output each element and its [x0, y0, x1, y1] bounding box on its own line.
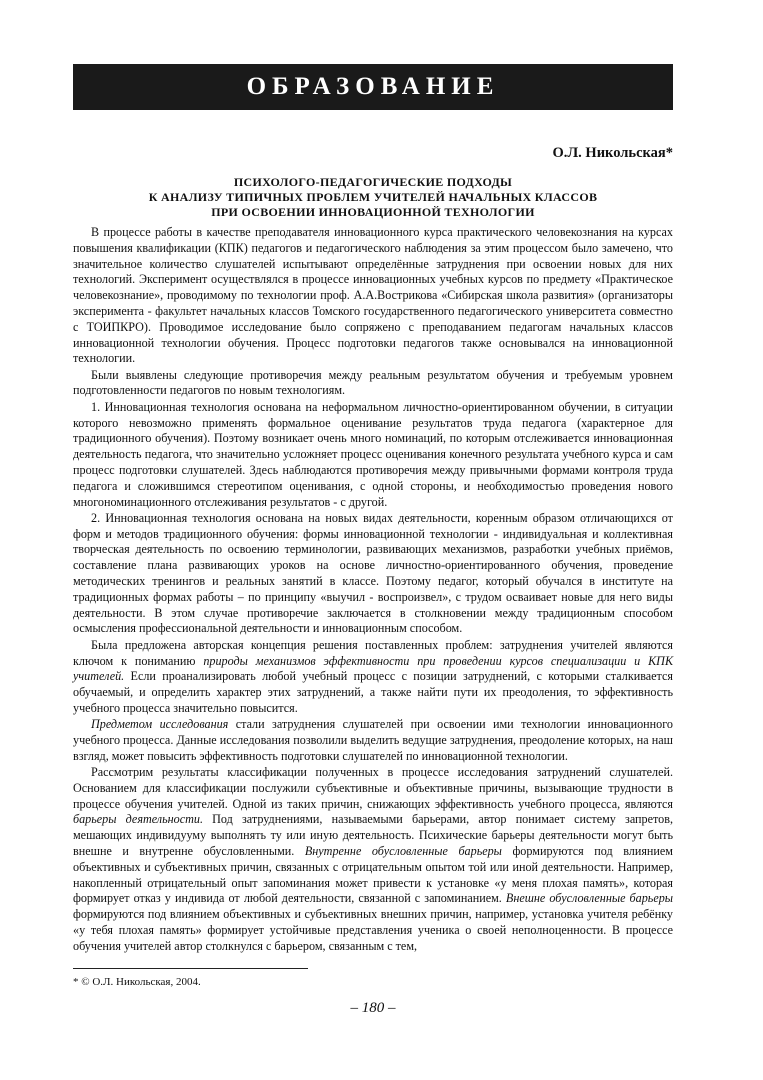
text-run: формируются под влиянием объективных и субъективных причин, связанных с отрицательным опытом той или иной деятельности. Например, накопленный отрицательный опыт запоминания может привести к установке «у меня плохая память», которая формирует отказ у индивида от любой деятельности, связанной с запоминанием.	[73, 844, 673, 906]
text-run: Если проанализировать любой учебный процесс с позиции затруднений, с которыми сталкивается обучаемый, и определить характер этих затруднений, а также найти пути их преодоления, то эффективность учебного процесса значительно повысится.	[73, 669, 673, 715]
text-run: формируются под влиянием объективных и субъективных внешних причин, например, установка учителя ребёнку «у тебя плохая память» формирует устойчивые представления ученика о своей неполноценности. В процессе обучения учителей автор столкнулся с барьером, связанным с тем,	[73, 907, 673, 953]
article-author: О.Л. Никольская*	[552, 145, 673, 161]
title-line: ПРИ ОСВОЕНИИ ИННОВАЦИОННОЙ ТЕХНОЛОГИИ	[211, 205, 535, 219]
paragraph	[73, 638, 673, 717]
italic-run: Внешне обусловленные барьеры	[505, 891, 673, 906]
text-run: Рассмотрим результаты классификации полученных в процессе исследования затруднений слушателей. Основанием для классификации послужили субъективные и объективные причины, вызывающие трудности в процессе обучения учителей. Одной из таких причин, снижающих эффективность учебного процесса, являются	[73, 765, 673, 811]
paragraph: В процессе работы в качестве преподавателя инновационного курса практического человекознания на курсах повышения квалификации (КПК) педагогов и педагогического наблюдения за этим процессом было замечено, что значительное количество слушателей испытывают определённые затруднения при освоении новых для них технологий. Эксперимент осуществлялся в процессе инновационных учебных курсов по предмету «Практическое человекознание», проводимому по технологии проф. А.А.Вострикова «Сибирская школа развития» (организаторы эксперимента - факультет начальных классов Томского государственного педагогического университета совместно с ТОИПКРО). Проводимое исследование было сопряжено с преподаванием педагогам начальных классов инновационной технологии обучения. Процесс подготовки педагогов также основывался на инновационной технологии.	[73, 225, 673, 366]
paragraph: 2. Инновационная технология основана на новых видах деятельности, коренным образом отличающихся от форм и методов традиционного обучения: формы инновационной технологии - индивидуальная и коллективная творческая деятельность по освоению терминологии, развивающих механизмов, разработки учебных приёмов, составление плана развивающих уроков на основе личностно-ориентированного обучения, проведение методических тренингов и реальных занятий в классе. Поэтому педагог, который обучался в институте на традиционных формах работы – по принципу «выучил - воспроизвел», с трудом осваивает новые для него виды деятельности. В этом случае противоречие заключается в столкновении между традиционным способом осмысления профессиональной деятельности и инновационным способом.	[73, 510, 673, 636]
title-line: К АНАЛИЗУ ТИПИЧНЫХ ПРОБЛЕМ УЧИТЕЛЕЙ НАЧАЛЬНЫХ КЛАССОВ	[148, 190, 598, 204]
footnote-divider	[73, 968, 308, 969]
title-line: ПСИХОЛОГО-ПЕДАГОГИЧЕСКИЕ ПОДХОДЫ	[233, 175, 513, 189]
italic-run: природы механизмов эффективности при проведении курсов специализации и КПК учителей.	[73, 653, 674, 684]
article-body	[73, 225, 673, 955]
page-number: – 180 –	[350, 1000, 396, 1016]
footnote: * © О.Л. Никольская, 2004.	[73, 976, 201, 988]
text-run: стали затруднения слушателей при освоении ими технологии инновационного учебного процесса. Данные исследования позволили выделить ведущие затруднения, преодоление которых, на наш взгляд, может повысить эффективность подготовки слушателей по инновационной технологии.	[73, 717, 673, 763]
section-banner	[73, 64, 673, 110]
italic-run: Внутренне обусловленные барьеры	[304, 844, 502, 859]
text-run: Под затруднениями, называемыми барьерами, автор понимает систему запретов, мешающих индивидууму выполнять ту или иную деятельность. Психические барьеры деятельности могут быть внешне и внутренне обусловленными.	[73, 812, 673, 859]
italic-run: Предметом исследования	[91, 717, 229, 732]
article-title	[73, 175, 673, 220]
paragraph	[73, 717, 673, 764]
paragraph: Были выявлены следующие противоречия между реальным результатом обучения и требуемым уровнем подготовленности педагогов по новым технологиям.	[73, 367, 673, 398]
italic-run: барьеры деятельности.	[73, 812, 203, 827]
section-title: ОБРАЗОВАНИЕ	[246, 73, 500, 100]
text-run: Была предложена авторская концепция решения поставленных проблем: затруднения учителей являются ключом к пониманию	[73, 637, 673, 668]
paragraph: 1. Инновационная технология основана на неформальном личностно-ориентированном обучении, в ситуации которого невозможно применять формальное оценивание результатов труда педагога (характерное для традиционного обучения). Поэтому возникает очень много номинаций, по которым отслеживается инновационная деятельность педагога, что значительно усложняет процесс оценивания конечного результата учебного курса и сам процесс подготовки слушателей. Здесь наблюдаются противоречия между привычными формами контроля труда педагога и сложившимся стереотипом оценивания, с одной стороны, и необходимостью проведения нового многономинационного отслеживания результатов - с другой.	[73, 399, 673, 509]
paragraph	[73, 765, 673, 955]
